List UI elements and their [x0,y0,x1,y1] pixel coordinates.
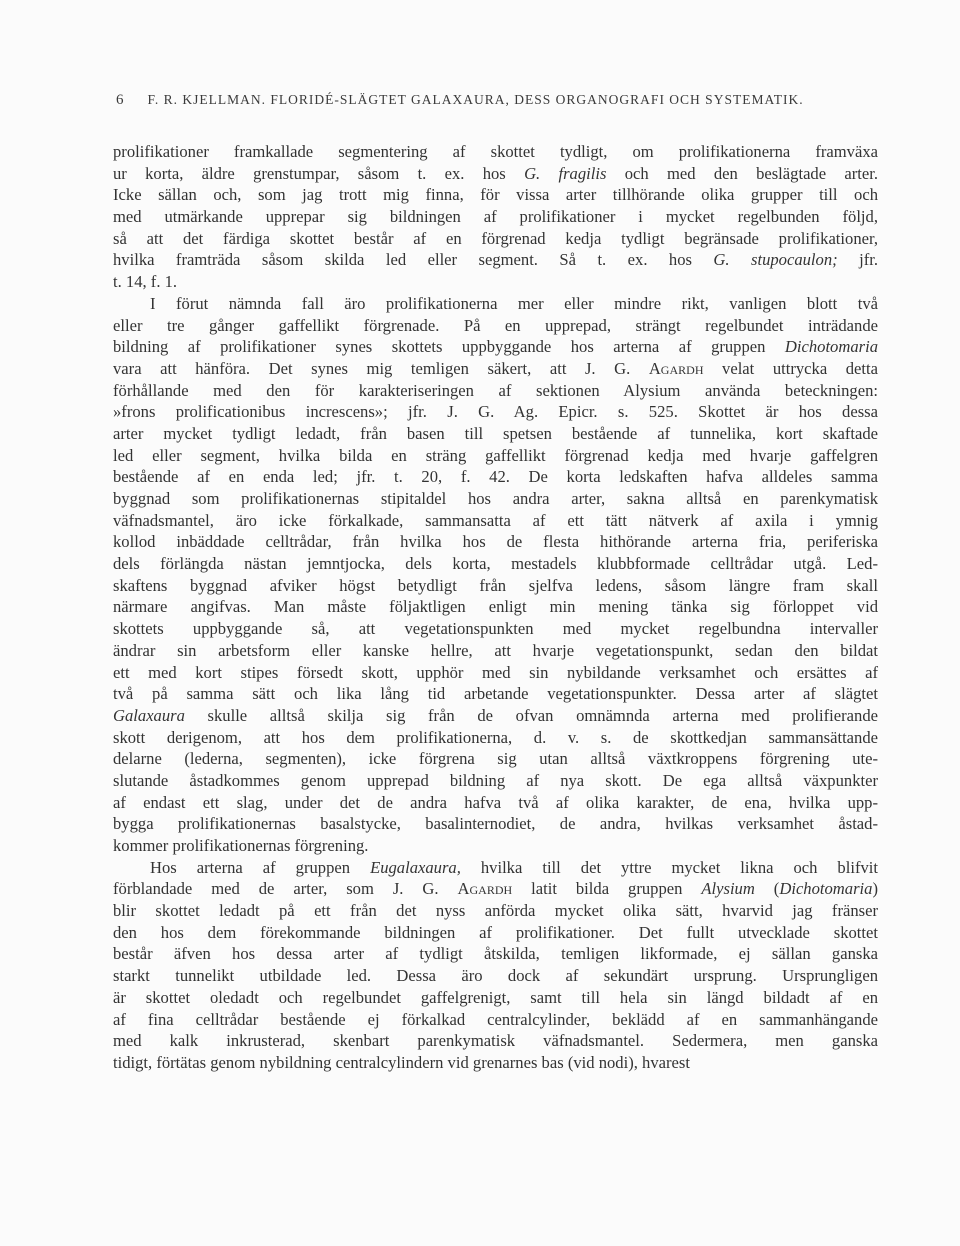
running-title: F. R. KJELLMAN. FLORIDÉ-SLÄGTET GALAXAURA, DESS ORGANOGRAFI OCH SYSTEMATIK. [147,92,804,107]
text-run: väfnadsmantel, äro icke förkalkade, sammansatta af ett tätt nätverk af axila i ymnig [113,510,878,530]
text-line [113,488,878,510]
text-run: Dichotomaria [784,337,878,357]
text-run: hvilka till det yttre mycket likna och blifvit [460,857,878,877]
text-line [113,813,878,835]
text-line [113,618,878,640]
text-run: jfr. [837,250,878,270]
text-line [113,792,878,814]
text-line [113,922,878,944]
text-run: »frons prolificationibus increscens»; jfr. J. G. Ag. Epicr. s. 525. Skottet är hos dessa [113,402,878,422]
text-run: latit bilda gruppen [512,879,702,899]
text-run: två på samma sätt och lika lång tid arbetande vegetationspunkter. Dessa arter af slägtet [113,684,878,704]
text-line [113,271,878,293]
text-line [113,184,878,206]
text-run: förblandade med de arter, som J. G. [113,879,458,899]
text-line [113,683,878,705]
text-run: blir skottet ledadt på ett från det nyss anförda mycket olika sätt, hvarvid jag fränser [113,901,878,921]
text-line [113,163,878,185]
text-run: Agardh [648,358,704,378]
text-run: och med den beslägtade arter. [606,163,879,183]
text-line [113,445,878,467]
text-line [113,466,878,488]
text-run: ( [754,879,780,899]
text-run: med kalk inkrusterad, skenbart parenkymatisk väfnadsmantel. Sedermera, men ganska [113,1031,878,1051]
text-line [113,206,878,228]
text-run: Alysium [701,879,755,899]
text-line [113,1052,878,1074]
text-line [113,1009,878,1031]
page-number: 6 [116,92,124,108]
text-run: led eller segment, hvilka bilda en sträng gaffellikt förgrenad kedja med hvarje gaffelgren [113,445,878,465]
text-run: bestående af en enda led; jfr. t. 20, f. 42. De korta ledskaften hafva alldeles samma [113,467,878,487]
text-run: tidigt, förtätas genom nybildning centralcylindern vid grenarnes bas (vid nodi), hvarest [113,1052,690,1072]
text-run: förhållande med den för karakteriseringen af sektionen Alysium använda beteckningen: [113,380,878,400]
text-line [113,596,878,618]
text-line [113,293,878,315]
text-run: är skottet oledadt och regelbundet gaffelgrenigt, samt till hela sin längd bildadt af en [113,987,878,1007]
text-run: den hos dem förekommande bildningen af prolifikationer. Det fullt utvecklade skottet [113,922,878,942]
text-run: Eugalaxaura, [370,857,461,877]
text-run: velat uttrycka detta [703,358,878,378]
text-line [113,748,878,770]
text-line [113,228,878,250]
text-run: bygga prolifikationernas basalstycke, basalinternodiet, de andra, hvilkas verksamhet åstad- [113,814,878,834]
text-line [113,141,878,163]
text-line [113,878,878,900]
text-line [113,987,878,1009]
text-line [113,835,878,857]
text-line [113,900,878,922]
text-run: ändrar sin arbetsform eller kanske hellre, att hvarje vegetationspunkt, sedan den bildat [113,640,878,660]
text-run: skottets uppbyggande så, att vegetationspunkten med mycket regelbundna intervaller [113,619,878,639]
text-run: Hos arterna af gruppen [150,857,371,877]
body-text [113,141,878,1074]
text-run: af fina celltrådar bestående ej förkalkad centralcylinder, beklädd af en sammanhängande [113,1009,878,1029]
text-line [113,336,878,358]
text-run: närmare angifvas. Man måste följaktligen enligt min mening tänka sig förloppet vid [113,597,878,617]
text-line [113,315,878,337]
text-line [113,249,878,271]
text-run: I förut nämnda fall äro prolifikationerna mer eller mindre rikt, vanligen blott två [150,293,878,313]
text-line [113,401,878,423]
text-line [113,662,878,684]
text-run: G. stupocaulon; [713,250,838,270]
text-run: skaftens byggnad afviker högst betydligt från sjelfva ledens, såsom längre fram skall [113,575,878,595]
text-run: dels förlängda nästan jemntjocka, dels korta, mestadels klubbformade celltrådar utgå. Led- [113,554,878,574]
text-run: ur korta, äldre grenstumpar, såsom t. ex. hos [113,163,525,183]
text-line [113,965,878,987]
text-line [113,705,878,727]
text-line [113,727,878,749]
text-line [113,943,878,965]
text-run: prolifikationer framkallade segmentering af skottet tydligt, om prolifikationerna framväxa [113,142,878,161]
text-run: kommer prolifikationernas förgrening. [113,836,369,855]
text-run: skulle alltså skilja sig från de ofvan omnämnda arterna med prolifierande [184,705,878,725]
text-run: Icke sällan och, som jag trott mig finna, för vissa arter tillhörande olika grupper till och [113,185,878,205]
text-run: kollod inbäddade celltrådar, från hvilka hos de flesta hithörande arterna fria, periferiska [113,532,878,552]
text-run: skott derigenom, att hos dem prolifikationerna, d. v. s. de skottkedjan sammansättande [113,727,878,747]
text-run: Galaxaura [113,705,185,725]
text-line [113,423,878,445]
text-run: består äfven hos dessa arter af tydligt åtskilda, temligen likformade, ej sällan ganska [113,944,878,964]
text-run: eller tre gånger gaffellikt förgrenade. På en upprepad, strängt regelbundet inträdande [113,315,878,335]
text-line [113,857,878,879]
text-run: hvilka framträda såsom skilda led eller segment. Så t. ex. hos [113,250,714,270]
text-line [113,380,878,402]
text-line [113,1030,878,1052]
text-run: t. 14, f. 1. [113,272,178,292]
text-run: starkt tunnelikt utbildade led. Dessa äro dock af sekundärt ursprung. Ursprungligen [113,966,878,986]
text-run: arter mycket tydligt ledadt, från basen till spetsen bestående af tunnelika, kort skaftade [113,423,878,443]
text-run: ) [872,879,878,899]
text-line [113,358,878,380]
text-line [113,575,878,597]
page-header [116,92,862,109]
text-line [113,640,878,662]
text-run: Dichotomaria [779,879,873,899]
text-line [113,770,878,792]
text-line [113,553,878,575]
text-run: vara att hänföra. Det synes mig temligen säkert, att J. G. [113,358,649,378]
text-run: så att det färdiga skottet består af en förgrenad kedja tydligt begränsade prolifikationer, [113,228,878,248]
text-line [113,531,878,553]
text-run: ett med kort stipes försedt skott, upphör med sin nybildande verksamhet och ersättes af [113,662,878,682]
text-run: med utmärkande upprepar sig bildningen af prolifikationer i mycket regelbunden följd, [113,207,878,227]
text-run: Agardh [457,879,513,899]
text-run: slutande åstadkommes genom upprepad bildning af nya skott. De ega alltså växpunkter [113,770,878,790]
text-run: byggnad som prolifikationernas stipitaldel hos andra arter, sakna alltså en parenkymatisk [113,489,878,508]
text-run: bildning af prolifikationer synes skottets uppbyggande hos arterna af gruppen [113,337,785,357]
text-run: delarne (lederna, segmenten), icke förgrena sig utan alltså växtkroppens förgrening ute- [113,749,878,769]
text-run: af endast ett slag, under det de andra hafva två af olika karakter, de ena, hvilka upp- [113,792,878,812]
text-run: G. fragilis [524,163,607,183]
text-line [113,510,878,532]
